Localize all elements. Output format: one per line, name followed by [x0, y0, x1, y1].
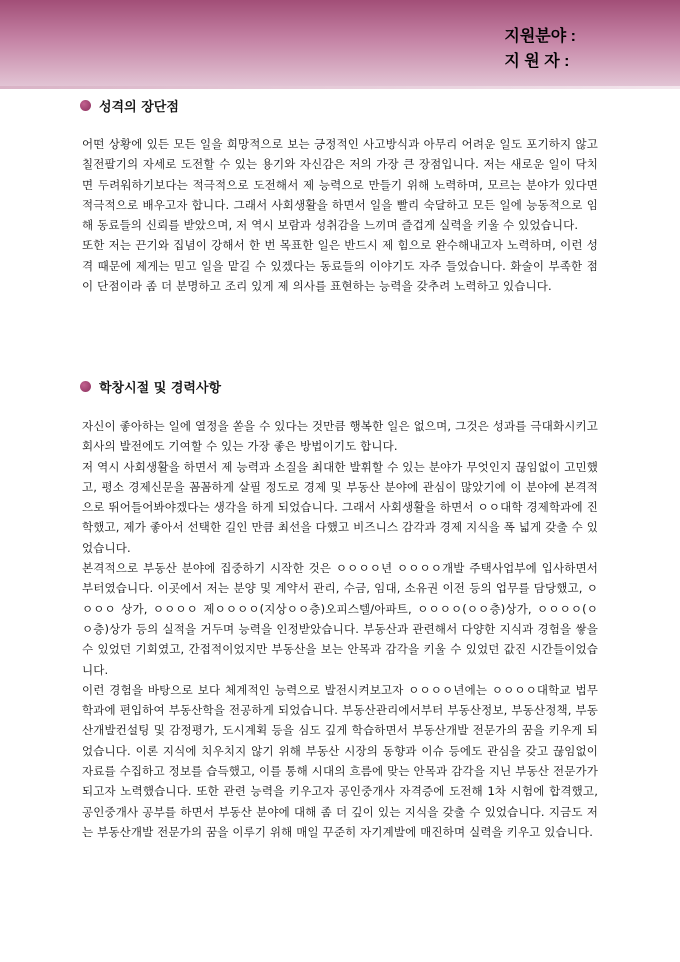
paragraph: 어떤 상황에 있든 모든 일을 희망적으로 보는 긍정적인 사고방식과 아무리 어려운 일도 포기하지 않고 칠전팔기의 자세로 도전할 수 있는 용기와 자신감은 저의 가장 큰 장점입니다. 저는 새로운 일이 닥치면 두려워하기보다는 적극적으로 도전해서 제 능력으로 만들기 위해 노력하며, 모르는 분야가 있다면 적극적으로 배우고자 합니다. 그래서 사회생활을 하면서 일을 빨리 숙달하고 모든 일에 능동적으로 임해 동료들의 신뢰를 받았으며, 저 역시 보람과 성취감을 느끼며 즐겁게 실력을 키울 수 있었습니다. [82, 137, 598, 233]
field-support-label: 지원분야 : [504, 28, 576, 45]
section-title-personality [80, 96, 179, 115]
paragraph: 이런 경험을 바탕으로 보다 체계적인 능력으로 발전시켜보고자 ㅇㅇㅇㅇ년에는 ㅇㅇㅇㅇ대학교 법무학과에 편입하여 부동산학을 전공하게 되었습니다. 부동산관리에서부터 부동산정보, 부동산정책, 부동산개발컨설팅 및 감정평가, 도시계획 등을 심도 깊게 학습하면서 부동산개발 전문가의 꿈을 키우게 되었습니다. 이론 지식에 치우치지 않기 위해 부동산 시장의 동향과 이슈 등에도 관심을 갖고 끊임없이 자료를 수집하고 정보를 습득했고, 이를 통해 시대의 흐름에 맞는 안목과 감각을 지닌 부동산 전문가가 되고자 노력했습니다. 또한 관련 능력을 키우고자 공인중개사 자격증에 도전해 1차 시험에 합격했고, 공인중개사 공부를 하면서 부동산 분야에 대해 좀 더 깊이 있는 지식을 갖출 수 있었습니다. 지금도 저는 부동산개발 전문가의 꿈을 이루기 위해 매일 꾸준히 자기계발에 매진하며 실력을 키우고 있습니다. [82, 682, 598, 839]
page-header-banner [0, 0, 680, 86]
paragraph: 또한 저는 끈기와 집념이 강해서 한 번 목표한 일은 반드시 제 힘으로 완수해내고자 노력하며, 이런 성격 때문에 제게는 믿고 일을 맡길 수 있겠다는 동료들의 이야기도 자주 들었습니다. 화술이 부족한 점이 단점이라 좀 더 분명하고 조리 있게 제 의사를 표현하는 능력을 갖추려 노력하고 있습니다. [82, 238, 598, 294]
section-body-education-career [82, 416, 598, 842]
header-divider [0, 86, 680, 89]
field-applicant-label: 지 원 자 : [504, 53, 570, 70]
paragraph: 본격적으로 부동산 분야에 집중하기 시작한 것은 ㅇㅇㅇㅇ년 ㅇㅇㅇㅇ개발 주택사업부에 입사하면서 부터였습니다. 이곳에서 저는 분양 및 계약서 관리, 수금, 임대, 소유권 이전 등의 업무를 담당했고, ㅇㅇㅇㅇ 상가, ㅇㅇㅇㅇ 제ㅇㅇㅇㅇ(지상ㅇㅇ층)오피스텔/아파트, ㅇㅇㅇㅇ(ㅇㅇ층)상가, ㅇㅇㅇㅇ(ㅇㅇ층)상가 등의 실적을 거두며 능력을 인정받았습니다. 부동산과 관련해서 다양한 지식과 경험을 쌓을 수 있었던 기회였고, 간접적이었지만 부동산을 보는 안목과 감각을 키울 수 있었던 값진 시간들이었습니다. [82, 561, 598, 677]
section-title-text: 성격의 장단점 [99, 100, 179, 115]
section-body-personality [82, 134, 598, 296]
paragraph: 자신이 좋아하는 일에 열정을 쏟을 수 있다는 것만큼 행복한 일은 없으며, 그것은 성과를 극대화시키고 회사의 발전에도 기여할 수 있는 가장 좋은 방법이기도 합니다. [82, 419, 598, 454]
bullet-icon [80, 100, 91, 111]
paragraph: 저 역시 사회생활을 하면서 제 능력과 소질을 최대한 발휘할 수 있는 분야가 무엇인지 끊임없이 고민했고, 평소 경제신문을 꼼꼼하게 살필 정도로 경제 및 부동산 분야에 관심이 많았기에 이 분야에 본격적으로 뛰어들어봐야겠다는 생각을 하게 되었습니다. 그래서 사회생활을 하면서 ㅇㅇ대학 경제학과에 진학했고, 제가 좋아서 선택한 길인 만큼 최선을 다했고 비즈니스 감각과 경제 지식을 폭 넓게 갖출 수 있었습니다. [82, 459, 598, 555]
bullet-icon [80, 381, 91, 392]
header-fields [504, 24, 576, 74]
section-title-text: 학창시절 및 경력사항 [99, 381, 222, 396]
section-title-education-career [80, 377, 221, 396]
